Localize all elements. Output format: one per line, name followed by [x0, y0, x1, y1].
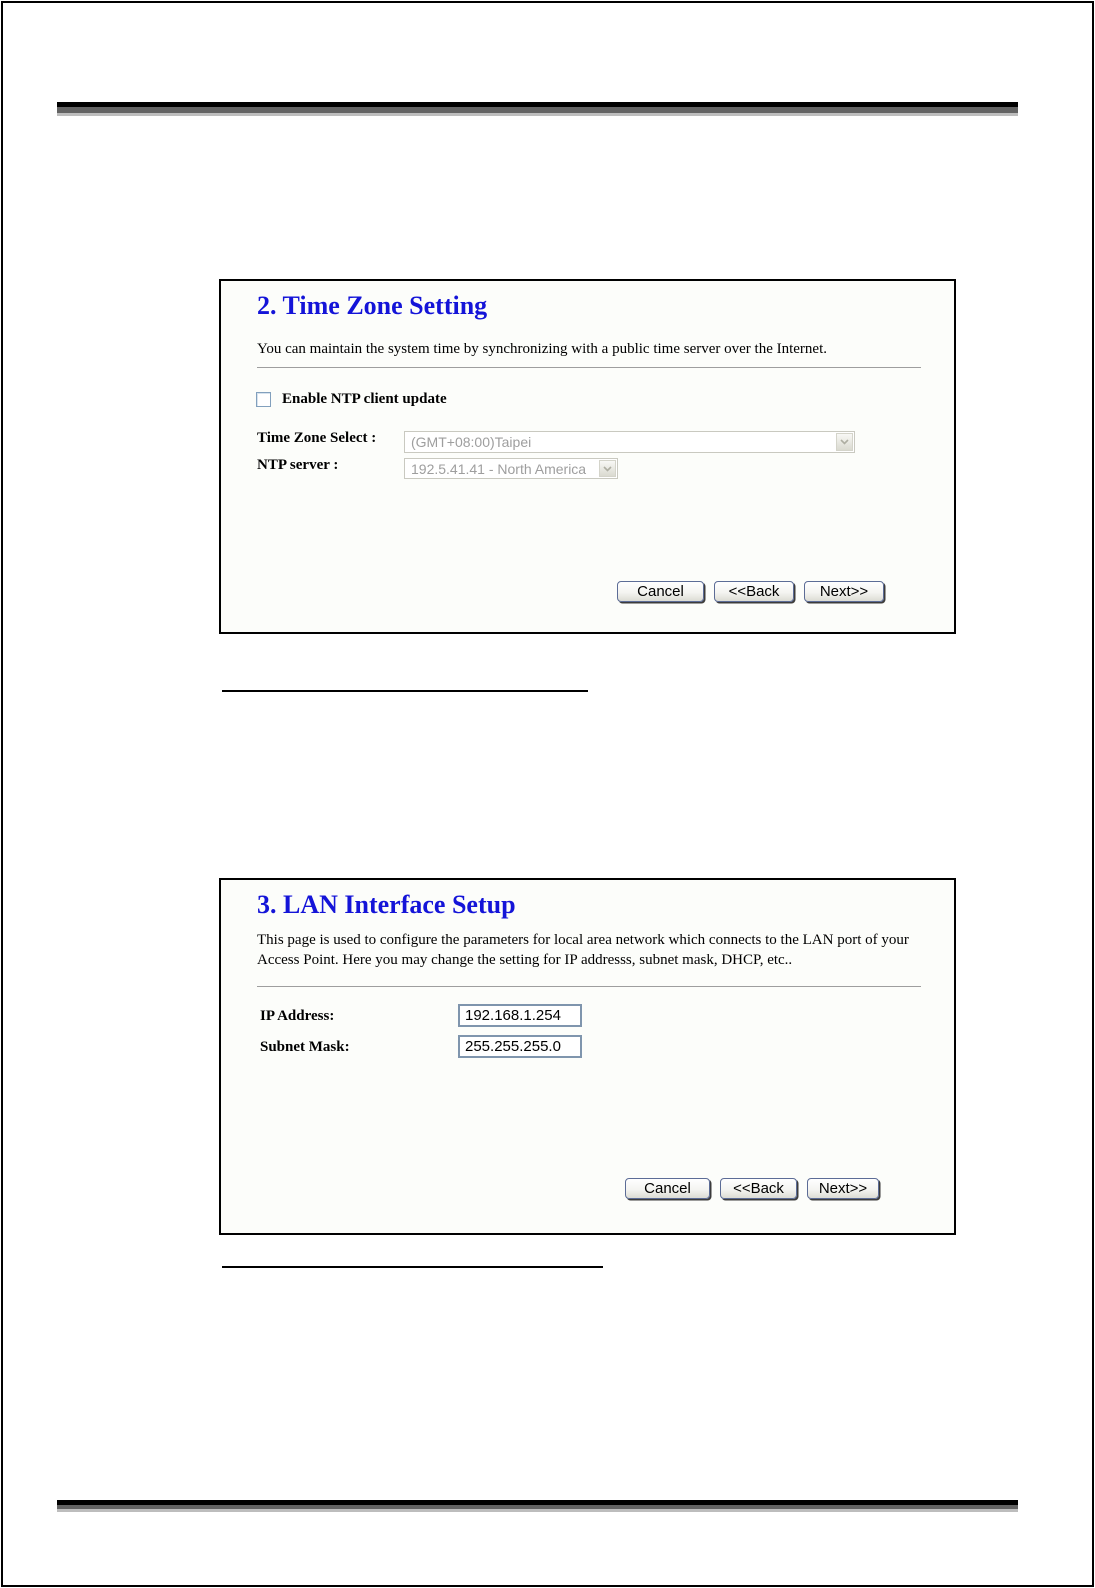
ntp-update-row: [256, 391, 447, 408]
panel-description: This page is used to configure the parameters for local area network which connects to the LAN port of your Access Point. Here you may change the setting for IP addresss, subnet mask, DHCP, etc..: [257, 932, 909, 968]
ip-address-input[interactable]: [458, 1004, 582, 1027]
footer-rule: [57, 1500, 1018, 1512]
subnet-mask-label: Subnet Mask:: [260, 1039, 350, 1055]
ntp-server-select[interactable]: [404, 458, 618, 479]
next-button[interactable]: Next>>: [804, 581, 884, 602]
chevron-down-icon: [599, 460, 616, 477]
panel-description: You can maintain the system time by synchronizing with a public time server over the Internet.: [257, 341, 828, 357]
chevron-down-icon: [836, 433, 853, 451]
timezone-select-value: (GMT+08:00)Taipei: [411, 434, 532, 450]
timezone-setting-panel: [219, 279, 956, 634]
footer-rule-silver: [57, 1509, 1018, 1512]
wizard-button-row: [617, 581, 884, 602]
caption-underline-2: [222, 1266, 603, 1268]
subnet-mask-input[interactable]: [458, 1035, 582, 1058]
separator-line: [257, 986, 921, 987]
ntp-server-label: NTP server :: [257, 457, 339, 473]
header-rule: [57, 102, 1018, 116]
timezone-select[interactable]: [404, 431, 855, 453]
cancel-button[interactable]: Cancel: [625, 1178, 710, 1199]
enable-ntp-label: Enable NTP client update: [282, 391, 447, 407]
back-button[interactable]: <<Back: [720, 1178, 797, 1199]
wizard-button-row: [625, 1178, 879, 1199]
enable-ntp-checkbox[interactable]: [256, 392, 271, 407]
cancel-button[interactable]: Cancel: [617, 581, 704, 602]
ip-address-label: IP Address:: [260, 1008, 335, 1024]
timezone-select-label: Time Zone Select :: [257, 430, 377, 446]
next-button[interactable]: Next>>: [807, 1178, 879, 1199]
lan-interface-panel: [219, 878, 956, 1235]
separator-line: [257, 367, 921, 368]
back-button[interactable]: <<Back: [714, 581, 794, 602]
caption-underline-1: [222, 690, 588, 692]
header-rule-silver: [57, 113, 1018, 116]
panel-title: 2. Time Zone Setting: [257, 291, 488, 320]
ntp-server-select-value: 192.5.41.41 - North America: [411, 460, 587, 477]
page-border: [1, 1, 1094, 1587]
panel-title: 3. LAN Interface Setup: [257, 890, 516, 919]
